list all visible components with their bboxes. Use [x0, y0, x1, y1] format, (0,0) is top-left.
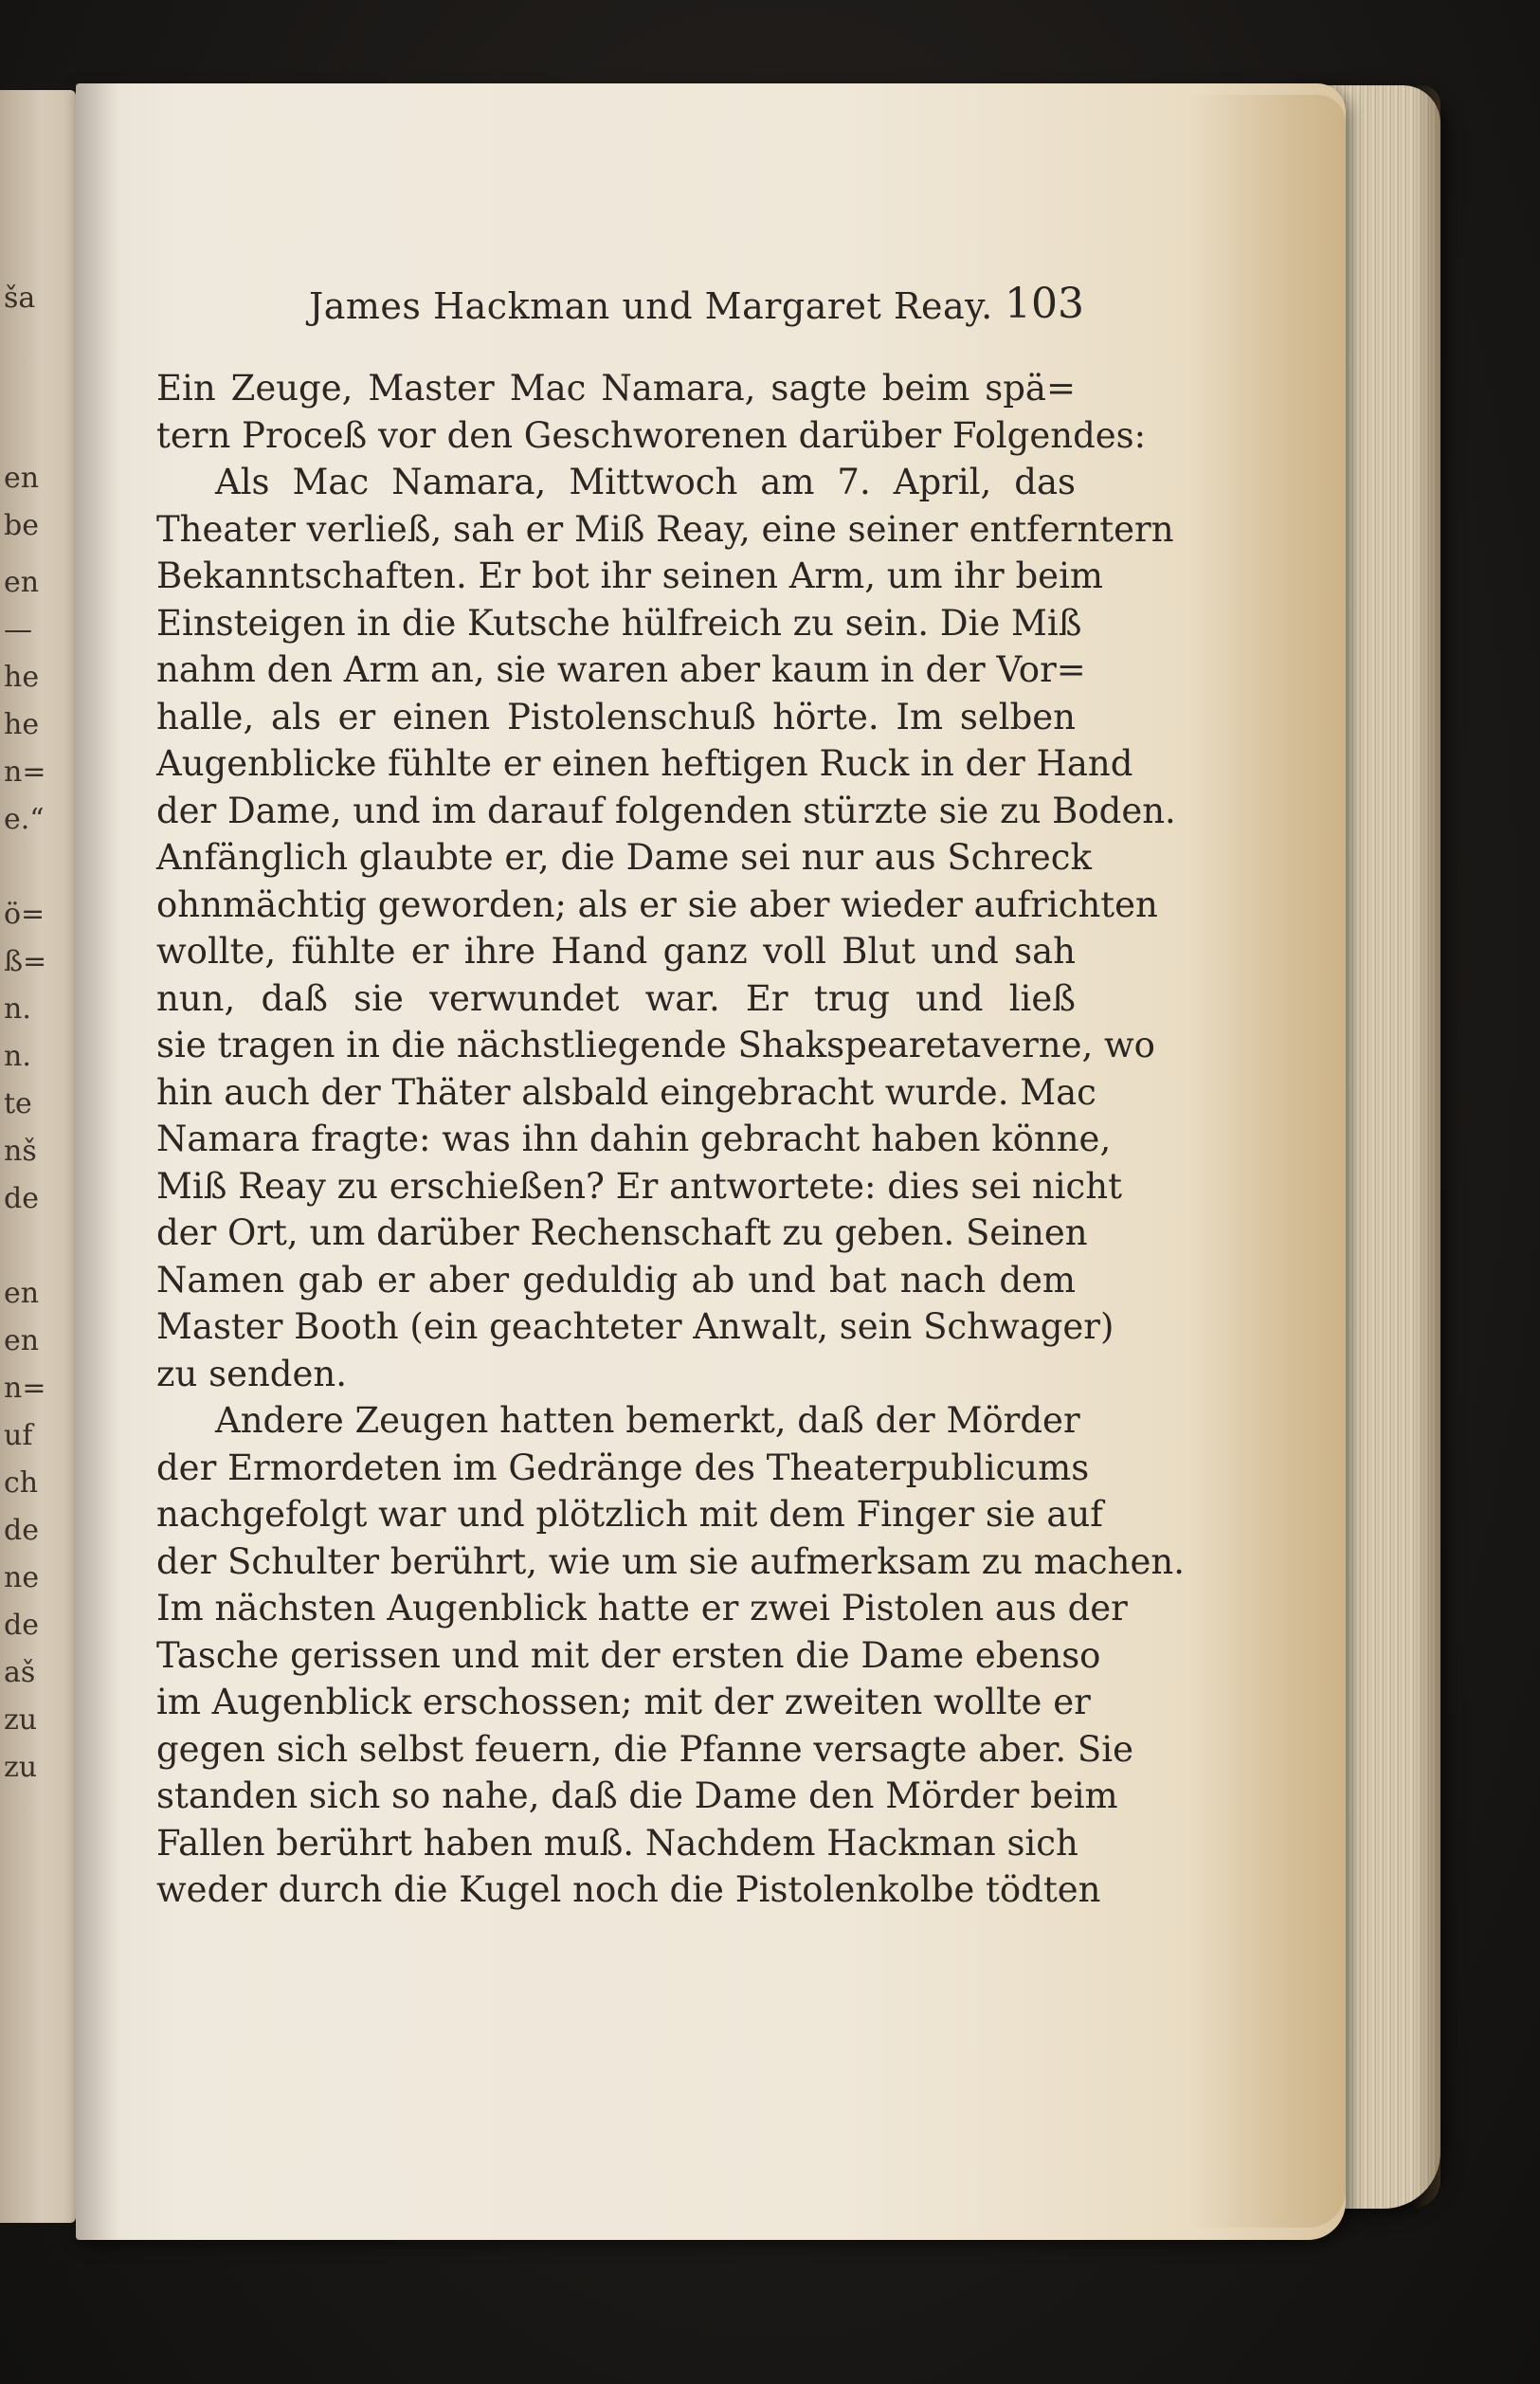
left-page-fragment: de	[4, 1609, 39, 1642]
left-page-fragment: be	[4, 509, 39, 542]
left-page-fragment: ß=	[4, 945, 47, 978]
text-line: standen sich so nahe, daß die Dame den Mörder beim	[156, 1775, 1118, 1816]
running-head	[0, 280, 1540, 337]
left-page-fragment: zu	[4, 1751, 38, 1784]
text-line: Master Booth (ein geachteter Anwalt, sein Schwager)	[156, 1306, 1114, 1347]
text-line: nachgefolgt war und plötzlich mit dem Finger sie auf	[156, 1494, 1103, 1535]
text-line: Bekanntschaften. Er bot ihr seinen Arm, um ihr beim	[156, 555, 1103, 596]
text-line: Tasche gerissen und mit der ersten die Dame ebenso	[156, 1634, 1101, 1676]
text-line: Theater verließ, sah er Miß Reay, eine seiner entferntern	[156, 508, 1174, 550]
left-page-fragment: zu	[4, 1703, 38, 1737]
left-page-fragment: en	[4, 462, 40, 495]
text-line: der Dame, und im darauf folgenden stürzte sie zu Boden.	[156, 790, 1176, 831]
left-page-fragment: de	[4, 1182, 39, 1215]
left-page-fragment: —	[4, 613, 32, 646]
left-page-fragment: nš	[4, 1135, 37, 1168]
text-line: der Schulter berührt, wie um sie aufmerksam zu machen.	[156, 1540, 1185, 1582]
text-line: hin auch der Thäter alsbald eingebracht wurde. Mac	[156, 1071, 1096, 1113]
text-line: Fallen berührt haben muß. Nachdem Hackman sich	[156, 1822, 1078, 1864]
left-page-fragment: n=	[4, 755, 46, 789]
left-page-fragment: te	[4, 1087, 32, 1120]
text-line: Namen gab er aber geduldig ab und bat nach dem	[156, 1259, 1076, 1301]
text-line: sie tragen in die nächstliegende Shakspearetaverne, wo	[156, 1025, 1155, 1065]
left-page-fragment: en	[4, 1324, 40, 1357]
text-line: Einsteigen in die Kutsche hülfreich zu sein. Die Miß	[156, 602, 1082, 644]
text-line: nun, daß sie verwundet war. Er trug und ließ	[156, 977, 1076, 1019]
text-line: im Augenblick erschossen; mit der zweiten wollte er	[156, 1682, 1091, 1722]
body-text	[156, 365, 1185, 1914]
text-line: tern Proceß vor den Geschworenen darüber Folgendes:	[156, 414, 1147, 456]
text-line: Augenblicke fühlte er einen heftigen Ruck in der Hand	[156, 743, 1133, 784]
text-line: Anfänglich glaubte er, die Dame sei nur aus Schreck	[156, 837, 1092, 878]
left-page-edge	[0, 90, 76, 2223]
left-page-fragment: ch	[4, 1466, 39, 1500]
text-line: gegen sich selbst feuern, die Pfanne versagte aber. Sie	[156, 1728, 1134, 1770]
text-line: zu senden.	[156, 1353, 347, 1394]
left-page-fragment: uf	[4, 1419, 33, 1452]
left-page-fragment: n.	[4, 1040, 31, 1073]
text-line: Als Mac Namara, Mittwoch am 7. April, das	[215, 462, 1076, 502]
text-line: Andere Zeugen hatten bemerkt, daß der Mörder	[215, 1400, 1080, 1441]
text-line: Im nächsten Augenblick hatte er zwei Pistolen aus der	[156, 1588, 1128, 1629]
left-page-fragment: ša	[4, 282, 36, 315]
left-page-fragment: n.	[4, 992, 31, 1026]
page-number: 103	[1005, 280, 1084, 328]
left-page-fragment: aš	[4, 1656, 36, 1689]
text-line: der Ermordeten im Gedränge des Theaterpublicums	[156, 1447, 1090, 1488]
left-page-fragment: n=	[4, 1372, 46, 1405]
left-page-fragment: de	[4, 1514, 39, 1547]
page-gutter-shadow	[76, 83, 118, 2240]
left-page-fragment: he	[4, 661, 40, 694]
left-page-fragment: ö=	[4, 898, 45, 931]
running-head-title: James Hackman und Margaret Reay.	[309, 285, 993, 327]
text-line: halle, als er einen Pistolenschuß hörte. Im selben	[156, 696, 1076, 737]
left-page-fragment: e.“	[4, 803, 45, 836]
text-line: Namara fragte: was ihn dahin gebracht haben könne,	[156, 1119, 1112, 1159]
left-page-fragment: ne	[4, 1561, 40, 1594]
left-page-fragment: en	[4, 566, 40, 599]
text-line: Miß Reay zu erschießen? Er antwortete: dies sei nicht	[156, 1165, 1122, 1207]
text-line: nahm den Arm an, sie waren aber kaum in der Vor=	[156, 649, 1086, 690]
left-page-fragment: en	[4, 1277, 40, 1310]
text-line: weder durch die Kugel noch die Pistolenkolbe tödten	[156, 1869, 1101, 1910]
text-line: ohnmächtig geworden; als er sie aber wieder aufrichten	[156, 883, 1158, 925]
left-page-fragment: he	[4, 708, 40, 741]
page-stain	[1185, 95, 1346, 2228]
text-line: der Ort, um darüber Rechenschaft zu geben. Seinen	[156, 1212, 1088, 1253]
text-line: wollte, fühlte er ihre Hand ganz voll Blut und sah	[156, 931, 1076, 972]
text-line: Ein Zeuge, Master Mac Namara, sagte beim spä=	[156, 368, 1076, 409]
